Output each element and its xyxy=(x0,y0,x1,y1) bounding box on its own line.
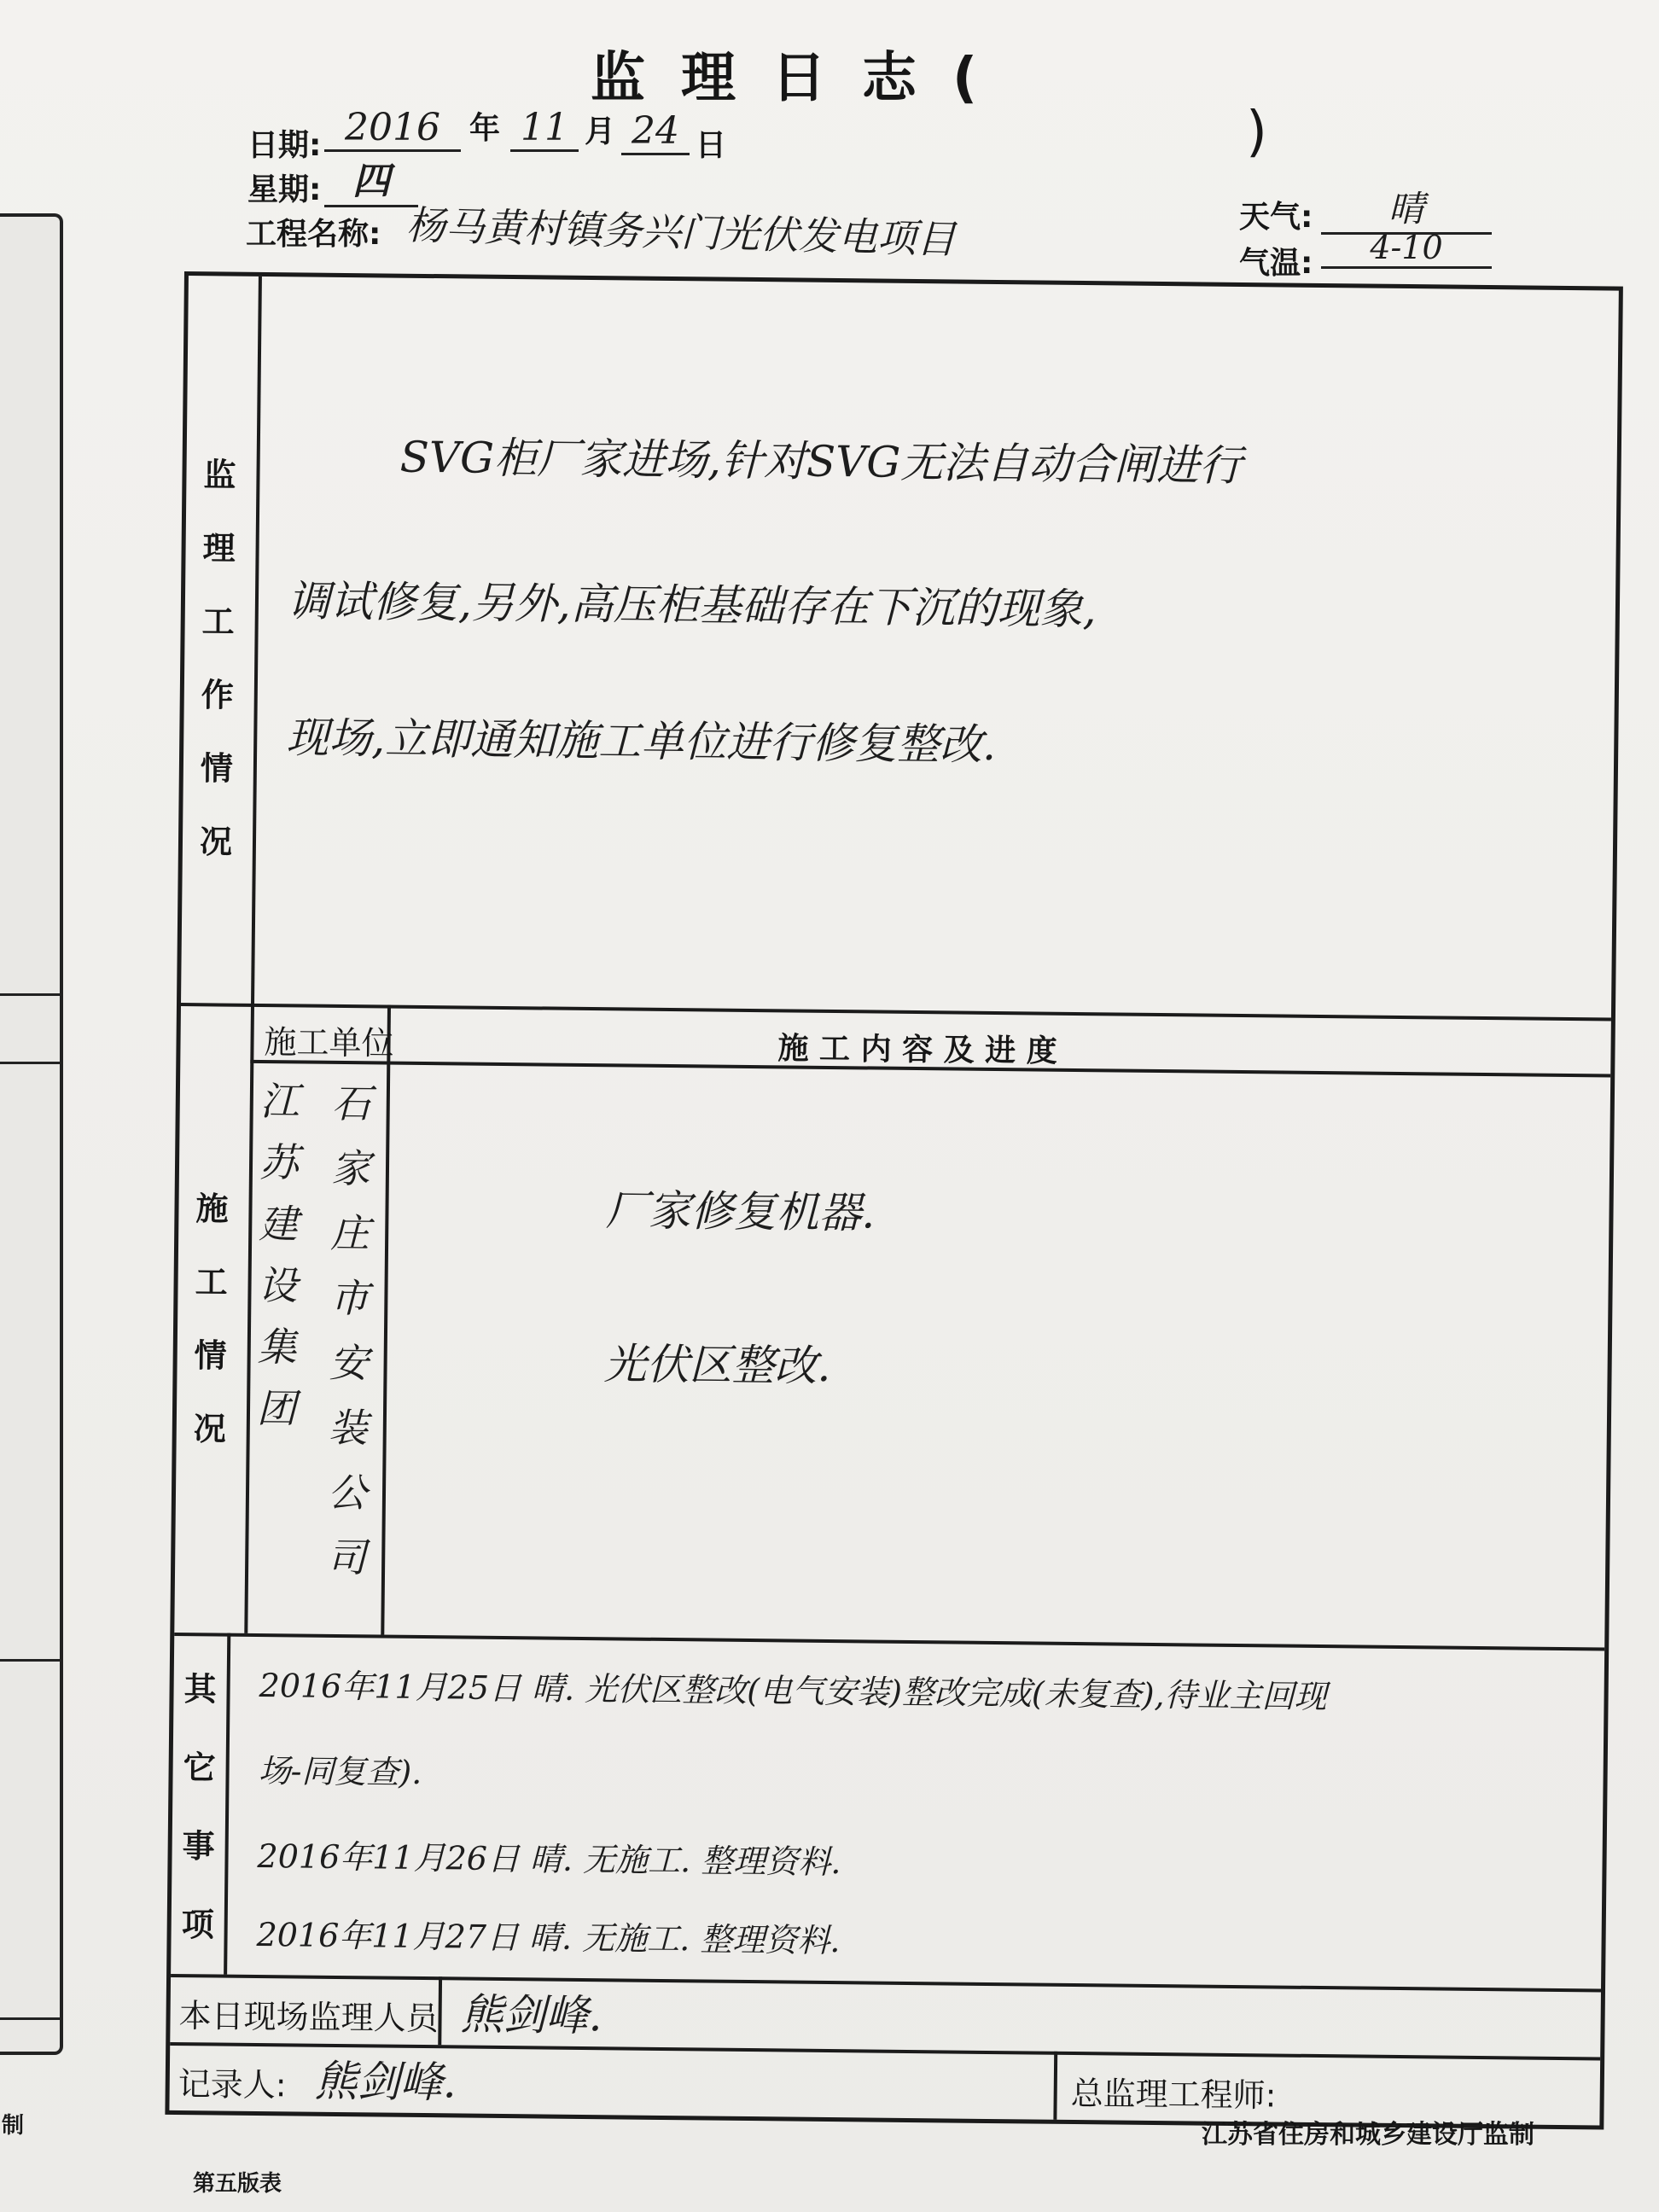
unit-header: 施工单位 xyxy=(264,1023,394,1062)
construction-section-label: 施 工 情 况 xyxy=(193,1190,229,1448)
other-line-4: 2016年11月27日 晴. 无施工. 整理资料. xyxy=(256,1915,841,1960)
chief-engineer-label: 总监理工程师: xyxy=(1070,2074,1277,2115)
weekday-value: 四 xyxy=(324,150,418,207)
weather-label: 天气: xyxy=(1239,200,1313,235)
other-line-2: 场-同复查). xyxy=(258,1752,422,1792)
weather-value: 晴 xyxy=(1321,181,1492,235)
unit-column-divider xyxy=(381,1005,391,1635)
other-line-3: 2016年11月26日 晴. 无施工. 整理资料. xyxy=(257,1837,841,1882)
date-label: 日期: xyxy=(247,128,322,163)
row-divider-construction xyxy=(174,1633,1604,1651)
project-label: 工程名称: xyxy=(246,217,381,252)
temperature-value: 4-10 xyxy=(1321,229,1492,269)
recorder-name: 熊剑峰. xyxy=(314,2056,457,2108)
unit-name-column-1: 江 苏 建 设 集 团 xyxy=(256,1077,300,1432)
adjacent-page-edge xyxy=(0,213,63,2055)
work-line-3: 现场,立即通知施工单位进行修复整改. xyxy=(285,713,997,770)
log-table xyxy=(165,271,1623,2130)
other-line-1: 2016年11月25日 晴. 光伏区整改(电气安装)整改完成(未复查),待业主回现 xyxy=(259,1667,1327,1716)
content-line-2: 光伏区整改. xyxy=(603,1339,831,1392)
recorder-label: 记录人: xyxy=(178,2065,287,2104)
temperature-label: 气温: xyxy=(1239,246,1313,281)
chief-divider xyxy=(1053,2052,1057,2120)
work-line-1: SVG柜厂家进场,针对SVG无法自动合闸进行 xyxy=(399,432,1243,491)
row-divider-other xyxy=(171,1974,1601,1993)
day-label: 日 xyxy=(696,128,727,163)
form-version: 第五版表 xyxy=(193,2171,282,2197)
content-line-1: 厂家修复机器. xyxy=(605,1185,876,1238)
supervisor-label-divider xyxy=(438,1976,442,2045)
work-line-2: 调试修复,另外,高压柜基础存在下沉的现象, xyxy=(287,576,1097,635)
date-day: 24 xyxy=(621,109,690,155)
row-divider-work xyxy=(181,1003,1611,1022)
supervisor-name: 熊剑峰. xyxy=(460,1989,602,2041)
project-name: 杨马黄村镇务兴门光伏发电项目 xyxy=(405,201,957,263)
year-label: 年 xyxy=(469,111,501,146)
date-month: 11 xyxy=(510,106,579,152)
page-title: 监理日志( xyxy=(591,47,1014,110)
adjacent-page-footer: 制 xyxy=(2,2113,25,2139)
content-header: 施 工 内 容 及 进 度 xyxy=(777,1031,1057,1069)
work-section-label: 监 理 工 作 情 况 xyxy=(199,456,236,861)
unit-name-column-2: 石 家 庄 市 安 装 公 司 xyxy=(326,1080,372,1581)
weekday-label: 星期: xyxy=(247,172,322,207)
title-close-paren: ) xyxy=(1246,101,1303,164)
issuer: 江苏省住房和城乡建设厅监制 xyxy=(1202,2120,1534,2150)
supervisor-label: 本日现场监理人员 xyxy=(178,1997,439,2038)
month-label: 月 xyxy=(585,114,616,149)
date-year: 2016 xyxy=(324,106,461,152)
label-column-divider-lower xyxy=(224,1633,230,1975)
other-section-label: 其 它 事 项 xyxy=(181,1670,217,1944)
